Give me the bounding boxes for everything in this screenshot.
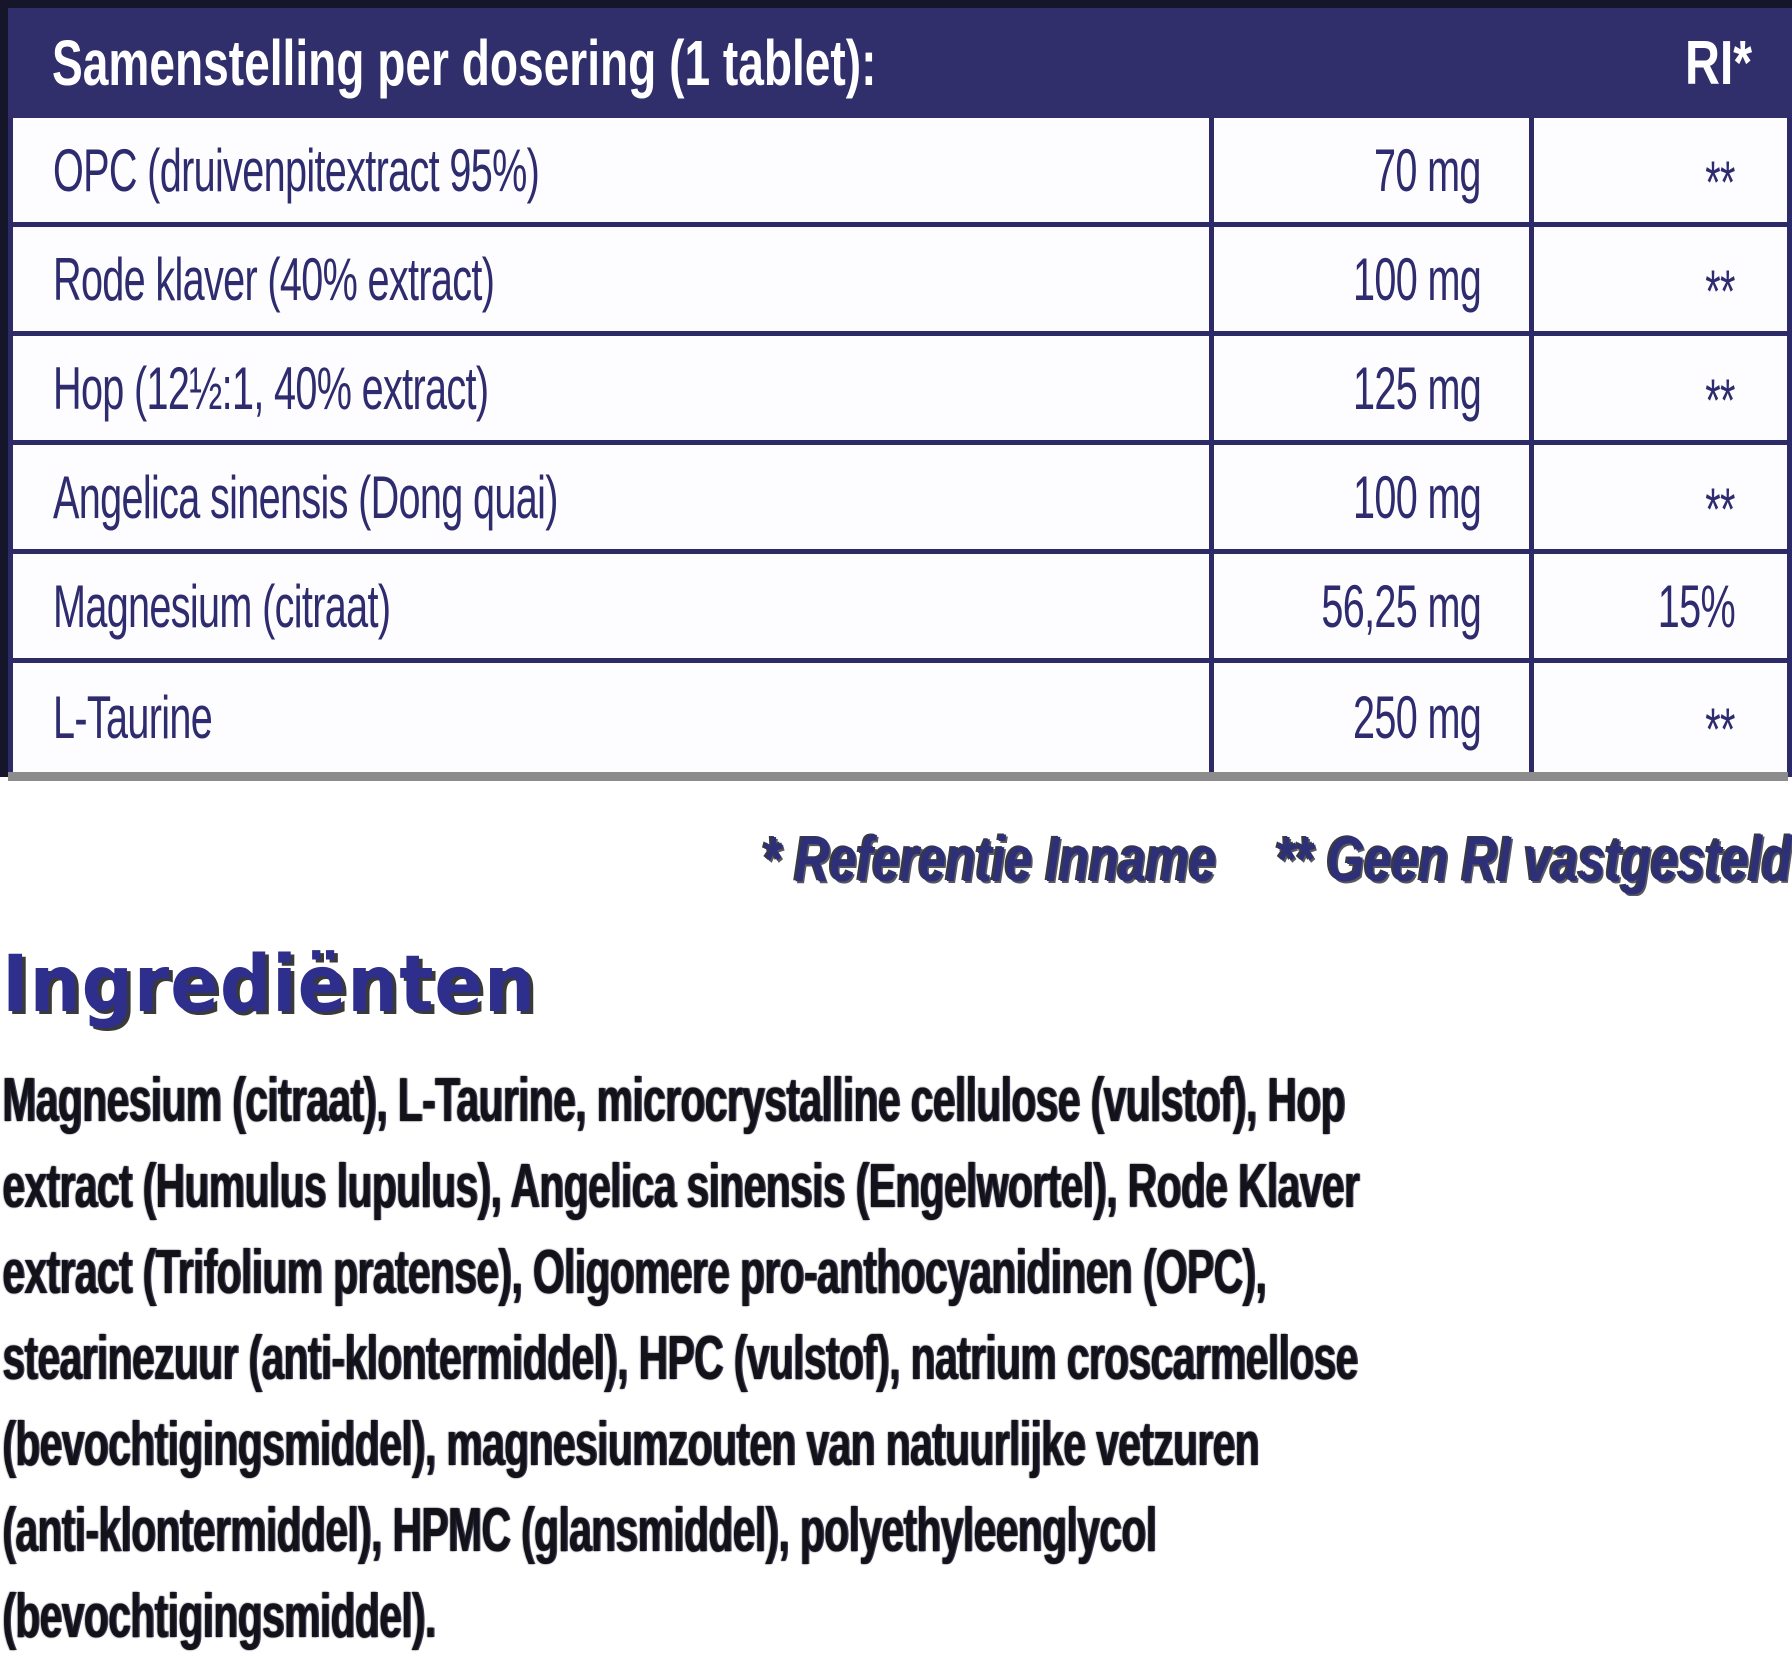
ingredients-line: (bevochtigingsmiddel). — [2, 1582, 436, 1651]
ingredient-amount: 125 mg — [1352, 354, 1481, 422]
ingredients-text — [2, 1058, 1359, 1660]
ingredient-ri: ** — [1705, 257, 1735, 325]
ingredient-ri: ** — [1705, 148, 1735, 216]
table-row — [13, 118, 1787, 227]
table-drop-shadow — [8, 772, 1788, 781]
table-row — [13, 445, 1787, 554]
ingredient-amount: 70 mg — [1374, 136, 1481, 204]
ingredients-line: extract (Trifolium pratense), Oligomere pro-anthocyanidinen (OPC), — [2, 1238, 1266, 1307]
ingredients-line: Magnesium (citraat), L-Taurine, microcrystalline cellulose (vulstof), Hop — [2, 1066, 1345, 1135]
table-body — [8, 118, 1792, 777]
ri-column-header: RI* — [1684, 28, 1752, 98]
ingredient-amount: 250 mg — [1352, 684, 1481, 751]
ingredients-line: extract (Humulus lupulus), Angelica sinensis (Engelwortel), Rode Klaver — [2, 1152, 1359, 1221]
table-row — [13, 227, 1787, 336]
table-row — [13, 663, 1787, 772]
ingredient-ri: ** — [1705, 696, 1735, 763]
ingredient-amount: 56,25 mg — [1321, 572, 1481, 640]
composition-table — [0, 0, 1792, 777]
ingredient-amount: 100 mg — [1352, 245, 1481, 313]
footnote-reference-intake: * Referentie Inname — [762, 823, 1217, 895]
ingredient-name: Rode klaver (40% extract) — [53, 245, 495, 313]
table-title: Samenstelling per dosering (1 tablet): — [52, 27, 877, 99]
footnote-no-ri: ** Geen RI vastgesteld — [1275, 823, 1792, 895]
ingredients-line: stearinezuur (anti-klontermiddel), HPC (vulstof), natrium croscarmellose — [2, 1324, 1358, 1393]
table-row — [13, 336, 1787, 445]
ingredient-ri: ** — [1705, 475, 1735, 543]
footnote — [0, 822, 1792, 896]
ingredient-amount: 100 mg — [1352, 463, 1481, 531]
ingredient-ri: ** — [1705, 366, 1735, 434]
ingredients-line: (anti-klontermiddel), HPMC (glansmiddel), polyethyleenglycol — [2, 1496, 1157, 1565]
table-row — [13, 554, 1787, 663]
ingredient-name: OPC (druivenpitextract 95%) — [53, 136, 540, 204]
ingredient-name: Magnesium (citraat) — [53, 572, 391, 640]
ingredient-name: Hop (12½:1, 40% extract) — [53, 354, 489, 422]
ingredients-line: (bevochtigingsmiddel), magnesiumzouten van natuurlijke vetzuren — [2, 1410, 1259, 1479]
ingredient-ri: 15% — [1657, 572, 1735, 640]
ingredient-name: Angelica sinensis (Dong quai) — [53, 463, 558, 531]
ingredients-heading: Ingrediënten — [2, 940, 537, 1030]
ingredient-name: L-Taurine — [53, 684, 213, 751]
table-header — [8, 8, 1792, 118]
